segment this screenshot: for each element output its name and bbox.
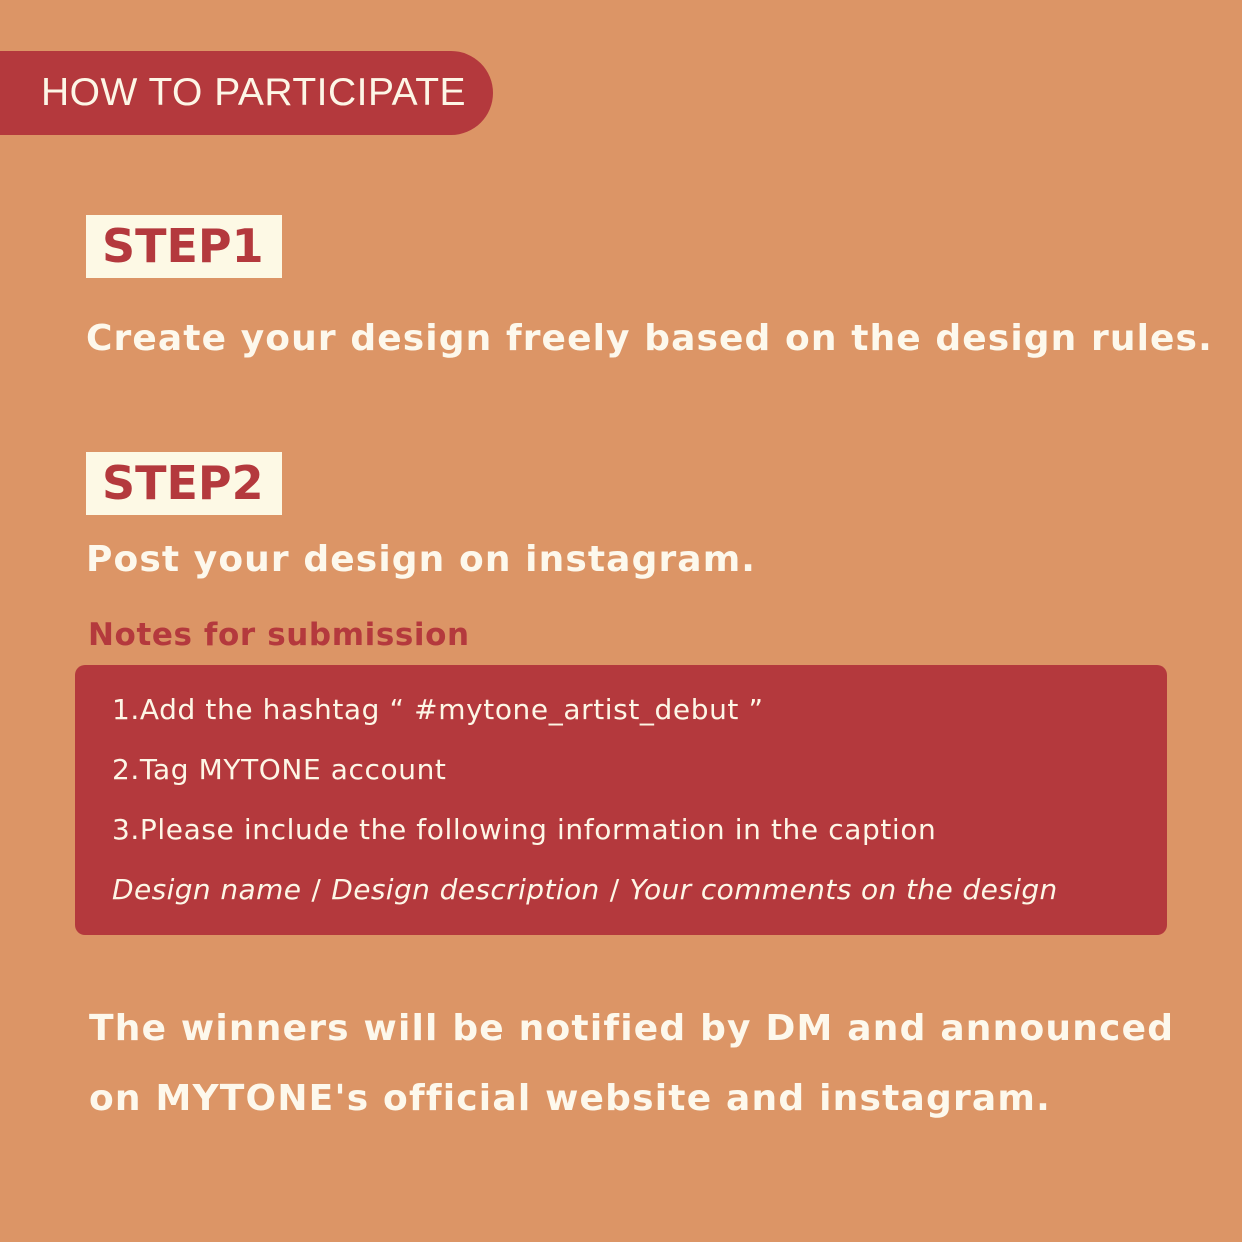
caption-field-design-description: Design description (331, 873, 600, 906)
step1-description: Create your design freely based on the design rules. (86, 318, 1213, 359)
caption-field-comments: Your comments on the design (629, 873, 1058, 906)
header-banner (0, 51, 493, 135)
footer-line-1: The winners will be notified by DM and announced (89, 1008, 1175, 1049)
field-separator: / (311, 873, 322, 906)
notes-box (75, 665, 1167, 935)
step2-badge: STEP2 (86, 452, 282, 515)
caption-fields (112, 873, 1058, 906)
note-item-caption-info: 3.Please include the following information in the caption (112, 813, 937, 846)
field-separator: / (609, 873, 620, 906)
note-item-tag-account: 2.Tag MYTONE account (112, 753, 447, 786)
caption-field-design-name: Design name (112, 873, 302, 906)
note-item-hashtag: 1.Add the hashtag “ #mytone_artist_debut ” (112, 693, 764, 726)
step2-description: Post your design on instagram. (86, 539, 757, 580)
footer-line-2: on MYTONE's official website and instagram. (89, 1078, 1051, 1119)
notes-title: Notes for submission (88, 617, 470, 653)
step1-badge: STEP1 (86, 215, 282, 278)
page-title: HOW TO PARTICIPATE (41, 71, 467, 114)
